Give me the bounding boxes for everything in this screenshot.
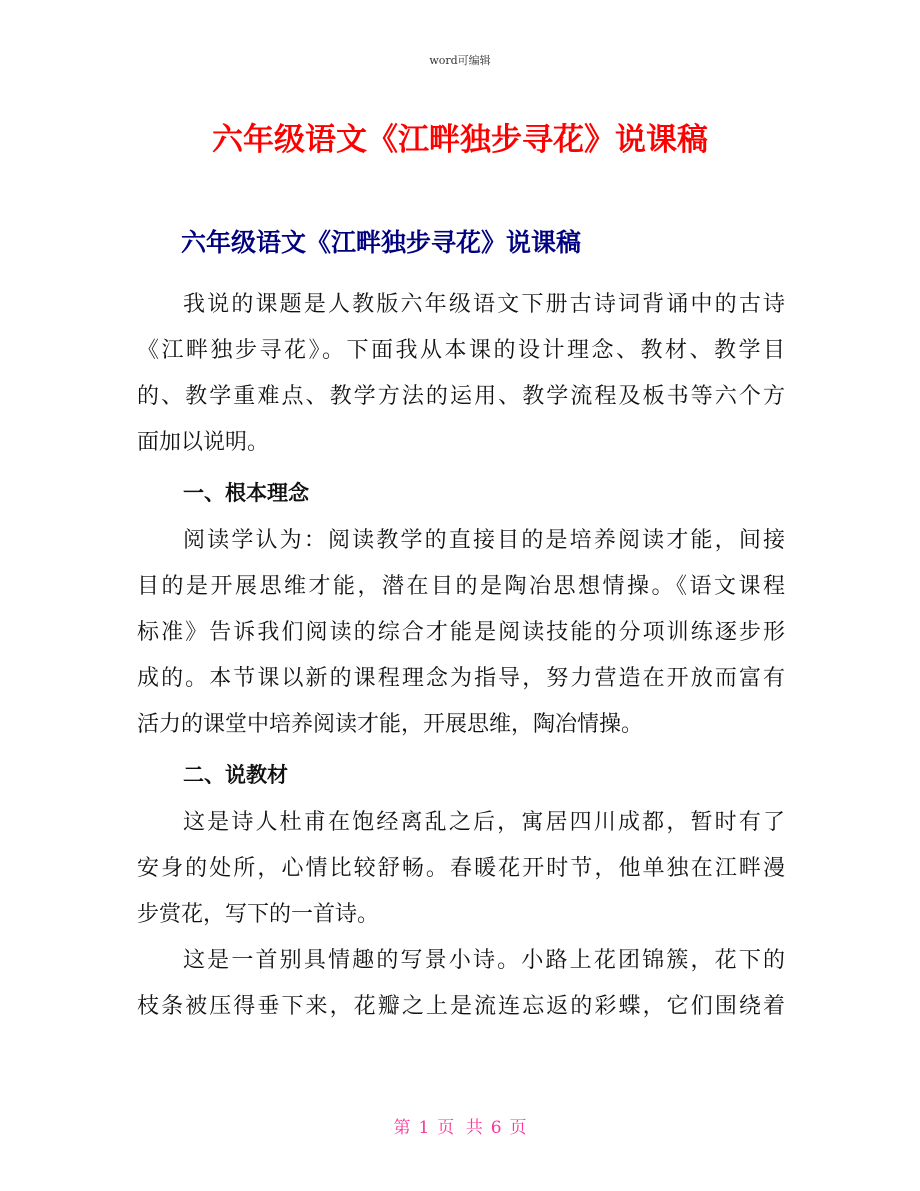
text-line: 安身的处所，心情比较舒畅。春暖花开时节，他单独在江畔漫 <box>137 856 785 881</box>
header-note: word可编辑 <box>429 54 491 67</box>
text-line: 目的是开展思维才能，潜在目的是陶冶思想情操。《语文课程 <box>137 574 785 599</box>
text-line: 标准》告诉我们阅读的综合才能是阅读技能的分项训练逐步形 <box>137 620 785 645</box>
text-line: 阅读学认为：阅读教学的直接目的是培养阅读才能，间接 <box>183 528 785 553</box>
text-line: 的、教学重难点、教学方法的运用、教学流程及板书等六个方 <box>137 384 785 409</box>
page-label-prefix: 第 <box>393 1118 411 1138</box>
page-label-suffix: 页 <box>509 1118 527 1138</box>
text-line: 这是一首别具情趣的写景小诗。小路上花团锦簇，花下的 <box>183 948 785 973</box>
sub-title: 六年级语文《江畔独步寻花》说课稿 <box>181 228 582 257</box>
basic-concept-paragraph <box>137 518 785 748</box>
total-pages-number: 6 <box>490 1118 502 1138</box>
page-footer <box>0 1113 920 1138</box>
text-line: 《江畔独步寻花》。下面我从本课的设计理念、教材、教学目 <box>137 338 785 363</box>
text-line: 我说的课题是人教版六年级语文下册古诗词背诵中的古诗 <box>183 292 785 317</box>
document-body <box>137 282 785 1030</box>
text-line: 这是诗人杜甫在饱经离乱之后，寓居四川成都，暂时有了 <box>183 810 785 835</box>
section-heading-textbook: 二、说教材 <box>183 763 288 787</box>
main-title: 六年级语文《江畔独步寻花》说课稿 <box>212 122 708 158</box>
section-heading-basic-concept: 一、根本理念 <box>183 481 309 505</box>
text-line: 成的。本节课以新的课程理念为指导，努力营造在开放而富有 <box>137 666 785 691</box>
page-label-mid: 页 共 <box>437 1118 483 1138</box>
text-line: 面加以说明。 <box>137 430 270 455</box>
text-line: 活力的课堂中培养阅读才能，开展思维，陶冶情操。 <box>137 712 644 737</box>
text-line: 步赏花，写下的一首诗。 <box>137 902 380 927</box>
textbook-paragraph-1 <box>137 800 785 938</box>
intro-paragraph <box>137 282 785 466</box>
text-line: 枝条被压得垂下来，花瓣之上是流连忘返的彩蝶，它们围绕着 <box>137 994 785 1019</box>
textbook-paragraph-2 <box>137 938 785 1030</box>
current-page-number: 1 <box>418 1118 430 1138</box>
